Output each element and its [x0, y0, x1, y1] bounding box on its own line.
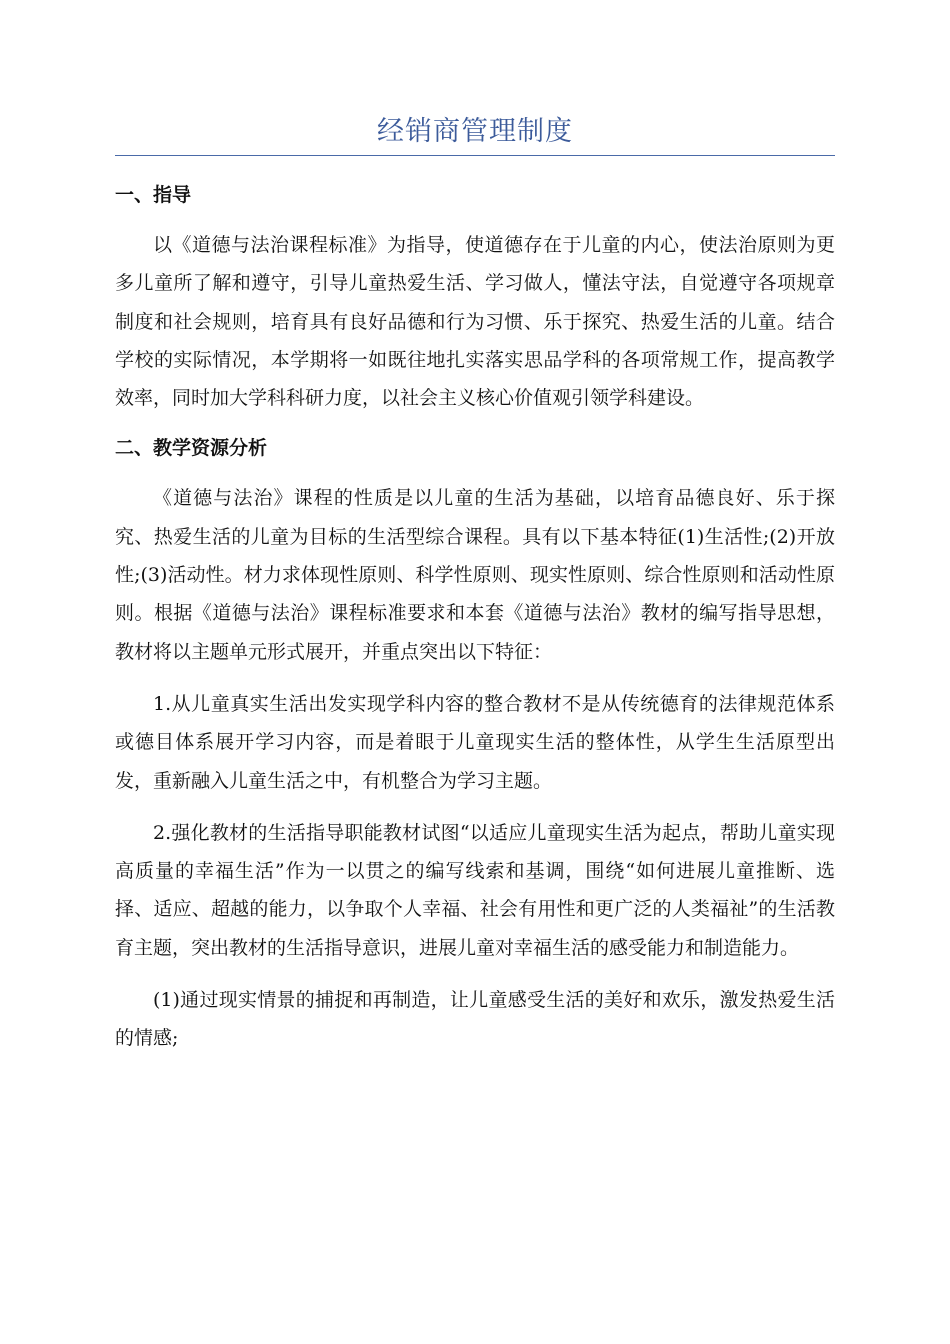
paragraph: 2.强化教材的生活指导职能教材试图“以适应儿童现实生活为起点，帮助儿童实现高质量的幸福生活”作为一以贯之的编写线索和基调，围绕“如何进展儿童推断、选择、适应、超越的能力，以争取个人幸福、社会有用性和更广泛的人类福祉”的生活教育主题，突出教材的生活指导意识，进展儿童对幸福生活的感受能力和制造能力。 [115, 821, 835, 959]
paragraph: 以《道德与法治课程标准》为指导，使道德存在于儿童的内心，使法治原则为更多儿童所了解和遵守，引导儿童热爱生活、学习做人，懂法守法，自觉遵守各项规章制度和社会规则，培育具有良好品德和行为习惯、乐于探究、热爱生活的儿童。结合学校的实际情况，本学期将一如既往地扎实落实思品学科的各项常规工作，提高教学效率，同时加大学科科研力度，以社会主义核心价值观引领学科建设。 [115, 234, 835, 410]
section-heading: 一、指导 [115, 184, 192, 206]
section-heading: 二、教学资源分析 [115, 437, 268, 460]
document-title: 经销商管理制度 [377, 116, 573, 147]
title-underline [115, 155, 835, 156]
document-body [115, 178, 835, 1072]
paragraph: 《道德与法治》课程的性质是以儿童的生活为基础，以培育品德良好、乐于探究、热爱生活的儿童为目标的生活型综合课程。具有以下基本特征(1)生活性;(2)开放性;(3)活动性。材力求体现性原则、科学性原则、现实性原则、综合性原则和活动性原则。根据《道德与法治》课程标准要求和本套《道德与法治》教材的编写指导思想，教材将以主题单元形式展开，并重点突出以下特征： [115, 487, 835, 663]
section-guidance [115, 178, 835, 417]
paragraph: (1)通过现实情景的捕捉和再制造，让儿童感受生活的美好和欢乐，激发热爱生活的情感; [115, 989, 835, 1050]
paragraph: 1.从儿童真实生活出发实现学科内容的整合教材不是从传统德育的法律规范体系或德目体系展开学习内容，而是着眼于儿童现实生活的整体性，从学生生活原型出发，重新融入儿童生活之中，有机整合为学习主题。 [115, 692, 835, 792]
section-resource-analysis [115, 431, 835, 1057]
